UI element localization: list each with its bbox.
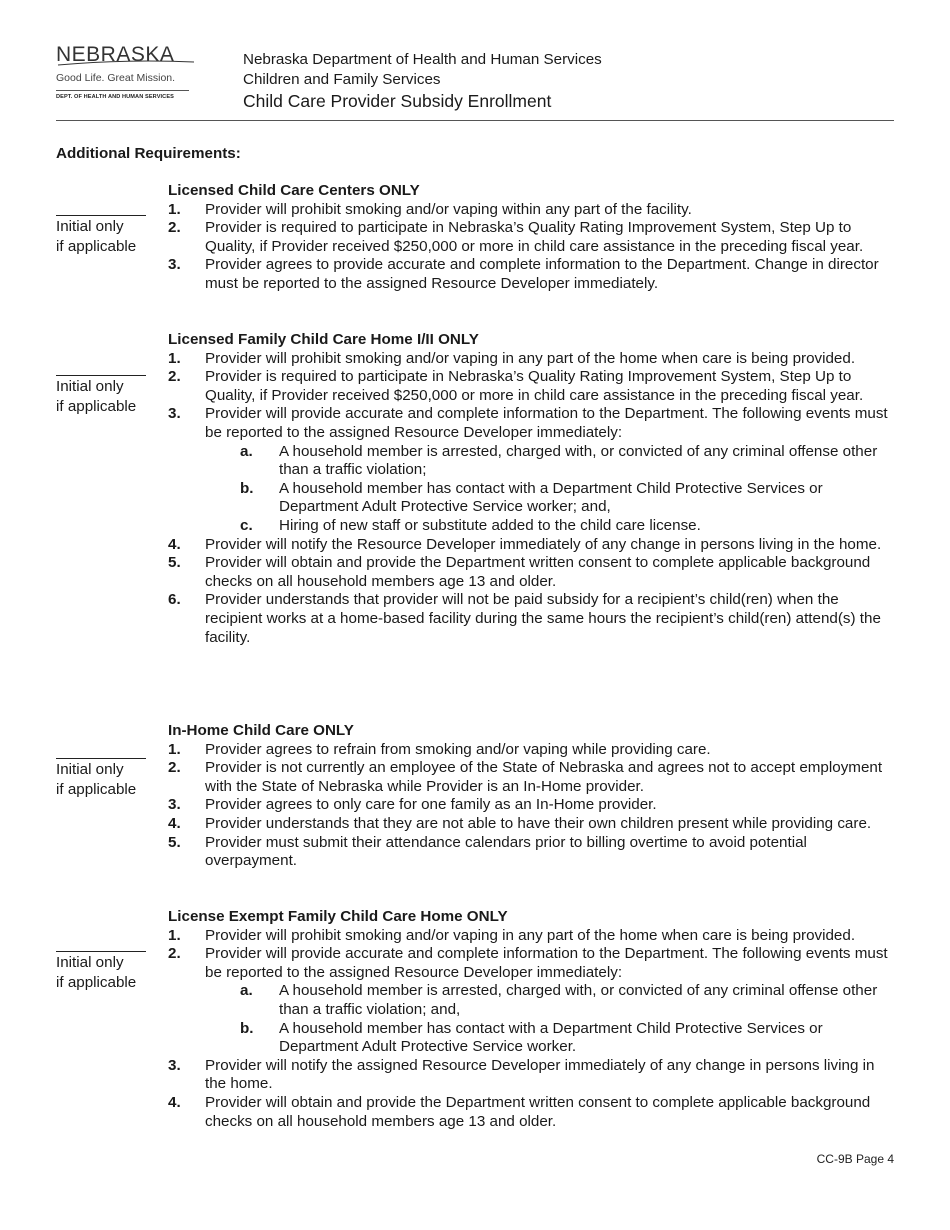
initial-label: Initial only <box>56 761 124 778</box>
initial-field-license-exempt[interactable] <box>56 951 166 993</box>
initial-line[interactable] <box>56 375 146 376</box>
header-division: Children and Family Services <box>243 71 441 88</box>
list-item <box>168 1057 898 1094</box>
sub-item-letter: a. <box>240 442 253 460</box>
section-licensed-family-home <box>168 331 898 647</box>
section-licensed-centers <box>168 182 898 294</box>
list-item <box>168 350 898 369</box>
item-number: 3. <box>168 256 181 274</box>
initial-label-sub: if applicable <box>56 781 137 798</box>
item-text: Provider will prohibit smoking and/or vaping in any part of the home when care is being provided. <box>205 926 856 944</box>
item-number: 4. <box>168 1093 181 1111</box>
item-number: 6. <box>168 591 181 609</box>
initial-label: Initial only <box>56 954 124 971</box>
initial-field-family-home[interactable] <box>56 375 166 417</box>
item-text: Provider will provide accurate and complete information to the Department. The following events must be reported to the assigned Resource Developer immediately: <box>205 945 888 981</box>
item-number: 2. <box>168 759 181 777</box>
sub-item-letter: a. <box>240 982 253 1000</box>
initial-line[interactable] <box>56 951 146 952</box>
item-text: Provider will provide accurate and complete information to the Department. The following events must be reported to the assigned Resource Developer immediately: <box>205 405 888 441</box>
item-number: 3. <box>168 796 181 814</box>
initial-field-centers[interactable] <box>56 215 166 257</box>
item-number: 3. <box>168 1056 181 1074</box>
section-heading: License Exempt Family Child Care Home ONLY <box>168 908 508 925</box>
sub-item <box>168 480 898 517</box>
sub-item-text: A household member has contact with a Department Child Protective Services or Department Adult Protective Service worker; and, <box>279 479 823 516</box>
sub-item-text: Hiring of new staff or substitute added to the child care license. <box>279 516 701 534</box>
item-number: 2. <box>168 945 181 963</box>
item-text: Provider is required to participate in Nebraska’s Quality Rating Improvement System, Step Up to Quality, if Provider received $250,000 or more in child care assistance in the preceding fiscal year. <box>205 368 864 404</box>
item-number: 2. <box>168 368 181 386</box>
item-text: Provider will prohibit smoking and/or vaping within any part of the facility. <box>205 200 692 218</box>
sub-item-letter: b. <box>240 479 254 497</box>
item-text: Provider will notify the assigned Resource Developer immediately of any change in persons living in the home. <box>205 1056 875 1093</box>
list-item <box>168 219 898 256</box>
item-number: 1. <box>168 926 181 944</box>
sub-item-text: A household member is arrested, charged with, or convicted of any criminal offense other than a traffic violation; and, <box>279 982 878 1018</box>
list-item <box>168 368 898 405</box>
item-number: 4. <box>168 814 181 832</box>
item-text: Provider is required to participate in Nebraska’s Quality Rating Improvement System, Step Up to Quality, if Provider received $250,000 or more in child care assistance in the preceding fiscal year. <box>205 219 864 255</box>
additional-requirements-heading: Additional Requirements: <box>56 145 241 162</box>
item-number: 5. <box>168 833 181 851</box>
item-text: Provider understands that they are not able to have their own children present while providing care. <box>205 814 872 832</box>
item-text: Provider is not currently an employee of the State of Nebraska and agrees not to accept employment with the State of Nebraska while Provider is an In-Home provider. <box>205 759 883 795</box>
list-item <box>168 834 898 871</box>
list-item <box>168 796 898 815</box>
item-number: 3. <box>168 405 181 423</box>
list-item <box>168 256 898 293</box>
item-text: Provider agrees to only care for one family as an In-Home provider. <box>205 796 657 814</box>
item-text: Provider will notify the Resource Developer immediately of any change in persons living in the home. <box>205 535 882 553</box>
list-item <box>168 741 898 760</box>
initial-label: Initial only <box>56 218 124 235</box>
item-number: 1. <box>168 349 181 367</box>
header-divider <box>56 120 894 121</box>
section-in-home-care <box>168 722 898 871</box>
list-item <box>168 536 898 555</box>
initial-label-sub: if applicable <box>56 398 137 415</box>
initial-line[interactable] <box>56 758 146 759</box>
list-item <box>168 945 898 982</box>
logo-swoosh-icon <box>56 59 196 67</box>
section-heading: Licensed Family Child Care Home I/II ONLY <box>168 331 479 348</box>
logo-wordmark: NEBRASKA <box>56 44 196 66</box>
item-number: 5. <box>168 554 181 572</box>
sub-item <box>168 517 898 536</box>
item-number: 4. <box>168 535 181 553</box>
logo-divider <box>56 90 189 91</box>
logo-tagline: Good Life. Great Mission. <box>56 72 176 84</box>
list-item <box>168 554 898 591</box>
item-text: Provider will prohibit smoking and/or vaping in any part of the home when care is being provided. <box>205 349 856 367</box>
item-text: Provider must submit their attendance calendars prior to billing overtime to avoid potential overpayment. <box>205 833 807 870</box>
logo-dept-text: DEPT. OF HEALTH AND HUMAN SERVICES <box>56 94 174 100</box>
sub-item-text: A household member is arrested, charged with, or convicted of any criminal offense other than a traffic violation; <box>279 442 878 479</box>
item-number: 2. <box>168 219 181 237</box>
sub-item <box>168 982 898 1019</box>
initial-label: Initial only <box>56 378 124 395</box>
nebraska-dhhs-logo <box>56 44 196 100</box>
sub-item-text: A household member has contact with a Department Child Protective Services or Department Adult Protective Service worker. <box>279 1019 823 1056</box>
item-number: 1. <box>168 740 181 758</box>
page-footer: CC-9B Page 4 <box>816 1152 894 1166</box>
list-item <box>168 591 898 647</box>
section-heading: In-Home Child Care ONLY <box>168 722 354 739</box>
header-department: Nebraska Department of Health and Human Services <box>243 51 602 68</box>
sub-item <box>168 443 898 480</box>
section-heading: Licensed Child Care Centers ONLY <box>168 182 420 199</box>
initial-field-in-home[interactable] <box>56 758 166 800</box>
item-text: Provider agrees to refrain from smoking and/or vaping while providing care. <box>205 740 711 758</box>
list-item <box>168 759 898 796</box>
header-form-title: Child Care Provider Subsidy Enrollment <box>243 91 552 111</box>
list-item <box>168 927 898 946</box>
item-text: Provider understands that provider will not be paid subsidy for a recipient’s child(ren) when the recipient works at a home-based facility during the same hours the recipient’s child(ren) attend(s) the facility. <box>205 591 881 646</box>
list-item <box>168 405 898 442</box>
item-text: Provider will obtain and provide the Department written consent to complete applicable background checks on all household members age 13 and older. <box>205 1093 871 1130</box>
initial-line[interactable] <box>56 215 146 216</box>
section-license-exempt-home <box>168 908 898 1131</box>
sub-item-letter: c. <box>240 516 253 534</box>
list-item <box>168 815 898 834</box>
item-text: Provider agrees to provide accurate and complete information to the Department. Change in director must be reported to the assigned Resource Developer immediately. <box>205 256 879 292</box>
sub-item-letter: b. <box>240 1019 254 1037</box>
item-number: 1. <box>168 200 181 218</box>
initial-label-sub: if applicable <box>56 974 137 991</box>
initial-label-sub: if applicable <box>56 238 137 255</box>
item-text: Provider will obtain and provide the Department written consent to complete applicable background checks on all household members age 13 and older. <box>205 554 871 590</box>
document-header <box>243 50 602 112</box>
list-item <box>168 1094 898 1131</box>
sub-item <box>168 1020 898 1057</box>
list-item <box>168 201 898 220</box>
